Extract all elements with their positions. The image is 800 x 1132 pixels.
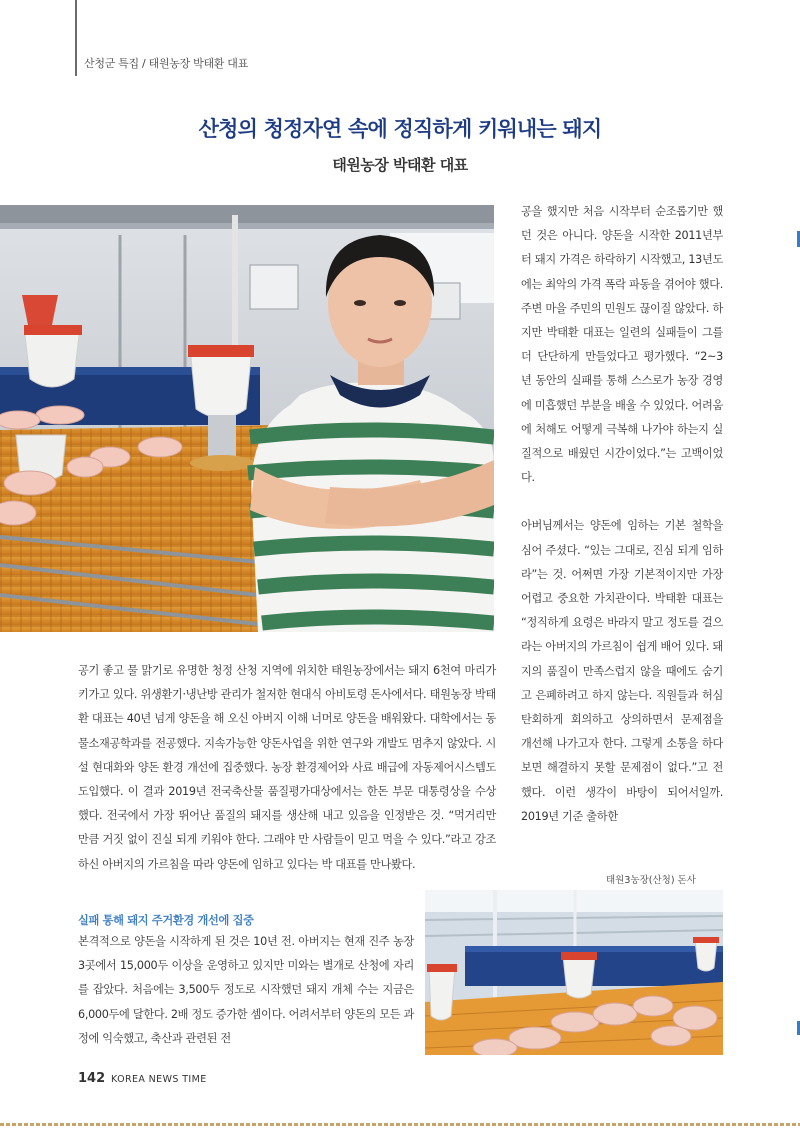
article-title: 산청의 청정자연 속에 정직하게 키워내는 돼지 — [198, 117, 602, 141]
section-label: 산청군 특집 / 태원농장 박태환 대표 — [84, 57, 248, 70]
farmer-portrait-photo — [0, 205, 494, 632]
magazine-name: KOREA NEWS TIME — [110, 1074, 207, 1085]
body-paragraph: 공을 했지만 처음 시작부터 순조롭기만 했던 것은 아니다. 양돈을 시작한 2011년부터 돼지 가격은 하락하기 시작했고, 13년도에는 최악의 가격 폭락 파동을 겪어야 했다. 주변 마을 주민의 민원도 끊이질 않았다. 하지만 박태환 대표는 일련의 실패들이 그를 더 단단하게 만들었다고 평가했다. “2~3년 동안의 실패를 통해 스스로가 농장 경영에 미흡했던 부분을 배울 수 있었다. 어려움에 처해도 어떻게 극복해 나가야 하는지 실질적으로 배웠던 시간이었다.”는 고백이었다. — [521, 205, 723, 485]
section-paragraph-block — [78, 930, 414, 1051]
section-heading: 실패 통해 돼지 주거환경 개선에 집중 — [78, 914, 254, 927]
body-paragraph: 아버님께서는 양돈에 임하는 기본 철학을 심어 주셨다. “있는 그대로, 진심 되게 임하라”는 것. 어쩌면 가장 기본적이지만 가장 어렵고 중요한 가치관이다. 박태환 대표는 “정직하게 요령은 바라지 말고 정도를 걸으라는 아버지의 가르침이 쉽게 배어 있다. 돼지의 품질이 만족스럽지 않을 때에도 숨기고 은폐하려고 하지 않는다. 직원들과 허심탄회하게 회의하고 상의하면서 문제점을 개선해 나가고자 한다. 그렇게 소통을 하다보면 해결하지 못할 문제점이 없다.”고 전했다. 이런 생각이 바탕이 되어서일까. 2019년 기준 출하한 — [521, 519, 723, 823]
lead-paragraph: 공기 좋고 물 맑기로 유명한 청정 산청 지역에 위치한 태원농장에서는 돼지 6천여 마리가 키가고 있다. 위생환기·냉난방 관리가 철저한 현대식 아비토령 돈사에서다. 태원농장 박태환 대표는 40년 넘게 양돈을 해 오신 아버지 이해 너머로 양돈을 배워왔다. 대학에서는 동물소재공학과를 전공했다. 지속가능한 양돈사업을 위한 연구와 개발도 멈추지 않았다. 시설 현대화와 양돈 환경 개선에 집중했다. 농장 환경제어와 사료 배급에 자동제어시스템도 도입했다. 이 결과 2019년 전국축산물 품질평가대상에서는 한돈 부문 대통령상을 수상 했다. 전국에서 가장 뛰어난 품질의 돼지를 생산해 내고 있음을 인정받은 것. “먹거리만 만큼 거짓 없이 진실 되게 키워야 한다. 그래야 만 사람들이 믿고 먹을 수 있다.”라고 강조하신 아버지의 가르침을 따라 양돈에 임하고 있다는 박 대표를 만나봤다. — [78, 664, 496, 871]
photo-caption: 태원3농장(산청) 돈사 — [606, 875, 696, 886]
section-paragraph: 본격적으로 양돈을 시작하게 된 것은 10년 전. 아버지는 현재 진주 농장 3곳에서 15,000두 이상을 운영하고 있지만 미와는 별개로 산청에 자리를 잡았다. 처음에는 3,500두 정도로 시작했던 돼지 개체 수는 지금은 6,000두에 달한다. 2배 정도 증가한 셈이다. 어려서부터 양돈의 모든 과정에 익숙했고, 축산과 관련된 전 — [78, 935, 414, 1045]
article-subtitle: 태원농장 박태환 대표 — [332, 156, 468, 174]
header-divider — [75, 0, 77, 76]
page-number: 142 — [78, 1071, 106, 1086]
barn-photo — [425, 890, 723, 1055]
lead-paragraph-block — [78, 659, 496, 877]
article-right-column — [521, 200, 723, 829]
page-footer — [78, 1071, 207, 1086]
bottom-divider — [0, 1123, 800, 1126]
